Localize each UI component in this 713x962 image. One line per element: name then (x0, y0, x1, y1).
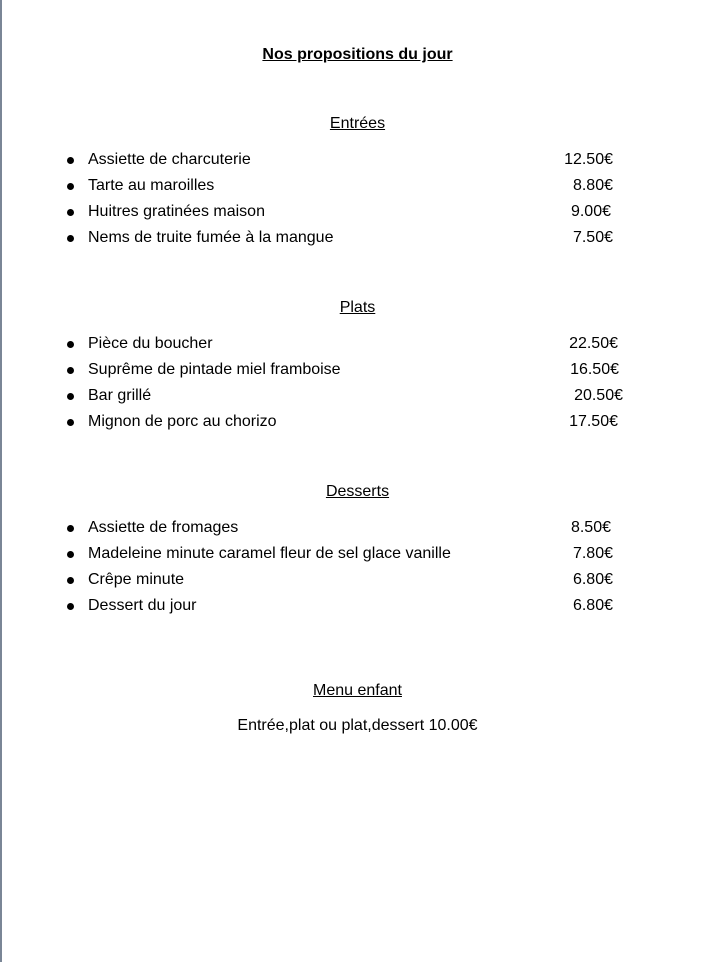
desserts-list (2, 518, 713, 622)
section-heading-entrees: Entrées (329, 115, 386, 132)
list-item (2, 176, 713, 202)
item-price: 8.80€ (572, 177, 613, 194)
item-price: 17.50€ (569, 413, 618, 430)
bullet-icon (67, 209, 74, 216)
bullet-icon (67, 419, 74, 426)
item-price: 22.50€ (569, 335, 618, 352)
item-price: 16.50€ (570, 361, 619, 378)
bullet-icon (67, 157, 74, 164)
item-name: Assiette de charcuterie (88, 151, 251, 168)
entrees-list (2, 150, 713, 254)
list-item (2, 334, 713, 360)
item-price: 20.50€ (574, 387, 623, 404)
bullet-icon (67, 525, 74, 532)
item-price: 6.80€ (572, 597, 613, 614)
item-price: 6.80€ (572, 571, 613, 588)
bullet-icon (67, 603, 74, 610)
menu-page (2, 0, 713, 962)
list-item (2, 518, 713, 544)
bullet-icon (67, 551, 74, 558)
kids-menu-text: Entrée,plat ou plat,dessert 10.00€ (237, 717, 478, 734)
item-name: Bar grillé (88, 387, 152, 404)
item-name: Suprême de pintade miel framboise (88, 361, 341, 378)
list-item (2, 360, 713, 386)
item-name: Dessert du jour (88, 597, 197, 614)
bullet-icon (67, 183, 74, 190)
list-item (2, 150, 713, 176)
item-name: Pièce du boucher (88, 335, 213, 352)
item-name: Nems de truite fumée à la mangue (88, 229, 334, 246)
plats-list (2, 334, 713, 438)
bullet-icon (67, 235, 74, 242)
list-item (2, 570, 713, 596)
section-heading-menu-enfant: Menu enfant (313, 682, 402, 699)
item-name: Mignon de porc au chorizo (88, 413, 277, 430)
item-name: Madeleine minute caramel fleur de sel glace vanille (88, 545, 451, 562)
bullet-icon (67, 341, 74, 348)
list-item (2, 544, 713, 570)
section-heading-plats: Plats (339, 299, 376, 316)
list-item (2, 596, 713, 622)
item-name: Huitres gratinées maison (88, 203, 265, 220)
item-price: 7.50€ (572, 229, 613, 246)
item-price: 8.50€ (570, 519, 611, 536)
list-item (2, 386, 713, 412)
page-title: Nos propositions du jour (262, 46, 453, 63)
list-item (2, 202, 713, 228)
section-heading-desserts: Desserts (325, 483, 390, 500)
bullet-icon (67, 367, 74, 374)
item-price: 7.80€ (572, 545, 613, 562)
list-item (2, 412, 713, 438)
list-item (2, 228, 713, 254)
item-name: Assiette de fromages (88, 519, 239, 536)
item-name: Crêpe minute (88, 571, 185, 588)
item-price: 12.50€ (564, 151, 613, 168)
item-name: Tarte au maroilles (88, 177, 215, 194)
item-price: 9.00€ (570, 203, 611, 220)
bullet-icon (67, 577, 74, 584)
bullet-icon (67, 393, 74, 400)
